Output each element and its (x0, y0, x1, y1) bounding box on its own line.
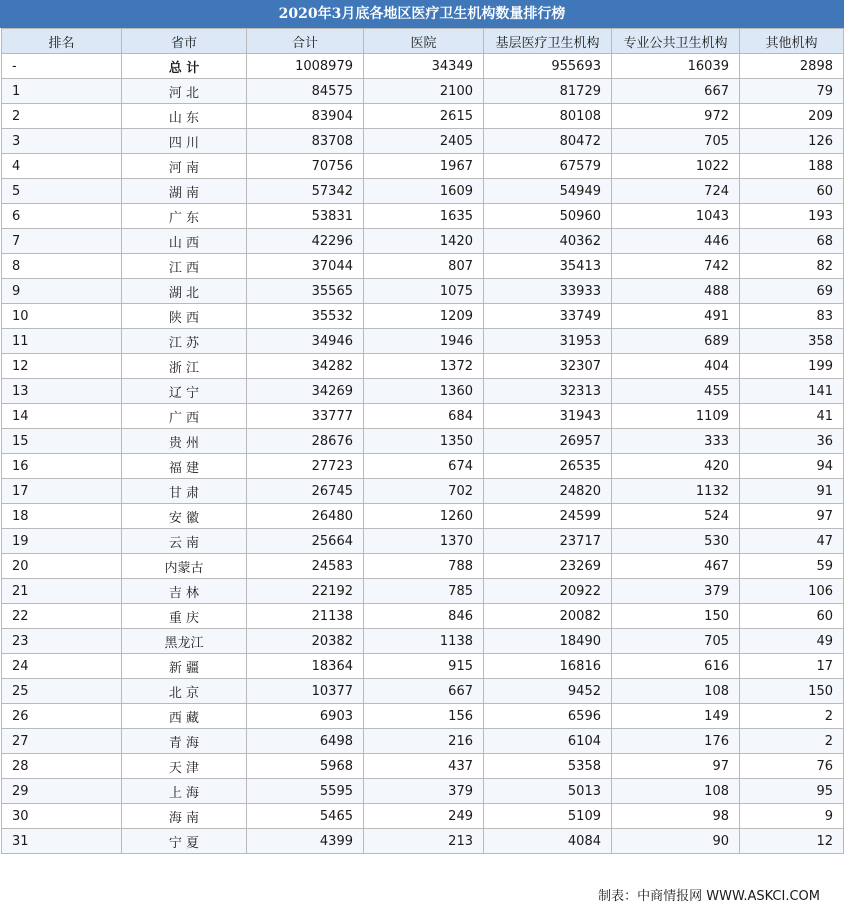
province-cell: 陕 西 (122, 304, 247, 329)
hospital-cell: 846 (364, 604, 484, 629)
province-cell: 新 疆 (122, 654, 247, 679)
total-cell: 28676 (247, 429, 364, 454)
public-health-cell: 705 (612, 129, 740, 154)
rank-cell: 31 (2, 829, 122, 854)
total-cell: 25664 (247, 529, 364, 554)
province-cell: 福 建 (122, 454, 247, 479)
rank-cell: 13 (2, 379, 122, 404)
public-health-cell: 972 (612, 104, 740, 129)
primary-care-cell: 67579 (484, 154, 612, 179)
total-cell: 22192 (247, 579, 364, 604)
rank-cell: 20 (2, 554, 122, 579)
table-row (2, 179, 844, 204)
public-health-cell: 1043 (612, 204, 740, 229)
table-row (2, 379, 844, 404)
province-cell: 海 南 (122, 804, 247, 829)
other-cell: 95 (740, 779, 844, 804)
other-cell: 60 (740, 604, 844, 629)
rank-cell: 23 (2, 629, 122, 654)
other-cell: 68 (740, 229, 844, 254)
col-header-public-health: 专业公共卫生机构 (612, 29, 740, 54)
total-cell: 20382 (247, 629, 364, 654)
table-row (2, 679, 844, 704)
primary-care-cell: 4084 (484, 829, 612, 854)
rank-cell: 22 (2, 604, 122, 629)
table-row (2, 254, 844, 279)
other-cell: 83 (740, 304, 844, 329)
hospital-cell: 2405 (364, 129, 484, 154)
total-cell: 10377 (247, 679, 364, 704)
other-cell: 209 (740, 104, 844, 129)
primary-care-cell: 24599 (484, 504, 612, 529)
rank-cell: 18 (2, 504, 122, 529)
primary-care-cell: 5013 (484, 779, 612, 804)
public-health-cell: 616 (612, 654, 740, 679)
col-header-other: 其他机构 (740, 29, 844, 54)
rank-cell: 15 (2, 429, 122, 454)
public-health-cell: 90 (612, 829, 740, 854)
public-health-cell: 742 (612, 254, 740, 279)
rank-cell: 7 (2, 229, 122, 254)
public-health-cell: 176 (612, 729, 740, 754)
other-cell: 47 (740, 529, 844, 554)
rank-cell: 27 (2, 729, 122, 754)
table-row (2, 754, 844, 779)
primary-care-cell: 26957 (484, 429, 612, 454)
source-text: 制表：中商情报网 WWW.ASKCI.COM (598, 889, 820, 904)
province-cell: 四 川 (122, 129, 247, 154)
hospital-cell: 1350 (364, 429, 484, 454)
province-cell: 河 北 (122, 79, 247, 104)
hospital-cell: 249 (364, 804, 484, 829)
hospital-cell: 1360 (364, 379, 484, 404)
hospital-cell: 216 (364, 729, 484, 754)
rank-cell: 14 (2, 404, 122, 429)
total-cell: 37044 (247, 254, 364, 279)
public-health-cell: 488 (612, 279, 740, 304)
table-row (2, 404, 844, 429)
rank-cell: 9 (2, 279, 122, 304)
total-cell: 27723 (247, 454, 364, 479)
primary-care-cell: 33933 (484, 279, 612, 304)
primary-care-cell: 16816 (484, 654, 612, 679)
primary-care-cell: 955693 (484, 54, 612, 79)
primary-care-cell: 6596 (484, 704, 612, 729)
rank-cell: 19 (2, 529, 122, 554)
rank-cell: 11 (2, 329, 122, 354)
total-cell: 5595 (247, 779, 364, 804)
rank-cell: 17 (2, 479, 122, 504)
province-cell: 江 西 (122, 254, 247, 279)
public-health-cell: 1022 (612, 154, 740, 179)
rank-cell: 28 (2, 754, 122, 779)
province-cell: 宁 夏 (122, 829, 247, 854)
hospital-cell: 2615 (364, 104, 484, 129)
total-cell: 6903 (247, 704, 364, 729)
other-cell: 150 (740, 679, 844, 704)
province-cell: 云 南 (122, 529, 247, 554)
other-cell: 2 (740, 704, 844, 729)
rank-cell: 21 (2, 579, 122, 604)
primary-care-cell: 32313 (484, 379, 612, 404)
hospital-cell: 674 (364, 454, 484, 479)
public-health-cell: 150 (612, 604, 740, 629)
table-row (2, 504, 844, 529)
total-cell: 6498 (247, 729, 364, 754)
province-cell: 青 海 (122, 729, 247, 754)
total-cell: 26480 (247, 504, 364, 529)
table-row (2, 79, 844, 104)
rank-cell: 8 (2, 254, 122, 279)
rank-cell: 10 (2, 304, 122, 329)
other-cell: 2898 (740, 54, 844, 79)
hospital-cell: 1138 (364, 629, 484, 654)
col-header-hospital: 医院 (364, 29, 484, 54)
primary-care-cell: 23717 (484, 529, 612, 554)
table-row (2, 704, 844, 729)
table-row (2, 104, 844, 129)
total-cell: 34269 (247, 379, 364, 404)
rank-cell: 4 (2, 154, 122, 179)
primary-care-cell: 5358 (484, 754, 612, 779)
hospital-cell: 1209 (364, 304, 484, 329)
province-cell: 江 苏 (122, 329, 247, 354)
table-row (2, 204, 844, 229)
public-health-cell: 333 (612, 429, 740, 454)
primary-care-cell: 20082 (484, 604, 612, 629)
table-row (2, 279, 844, 304)
other-cell: 193 (740, 204, 844, 229)
public-health-cell: 379 (612, 579, 740, 604)
province-cell: 安 徽 (122, 504, 247, 529)
total-cell: 53831 (247, 204, 364, 229)
province-cell: 上 海 (122, 779, 247, 804)
public-health-cell: 446 (612, 229, 740, 254)
hospital-cell: 1635 (364, 204, 484, 229)
province-cell: 山 西 (122, 229, 247, 254)
primary-care-cell: 80108 (484, 104, 612, 129)
col-header-province: 省市 (122, 29, 247, 54)
rank-cell: 1 (2, 79, 122, 104)
primary-care-cell: 18490 (484, 629, 612, 654)
other-cell: 36 (740, 429, 844, 454)
rank-cell: 24 (2, 654, 122, 679)
other-cell: 17 (740, 654, 844, 679)
province-cell: 湖 南 (122, 179, 247, 204)
other-cell: 9 (740, 804, 844, 829)
hospital-cell: 684 (364, 404, 484, 429)
total-cell: 18364 (247, 654, 364, 679)
hospital-cell: 1372 (364, 354, 484, 379)
public-health-cell: 108 (612, 679, 740, 704)
rank-cell: 6 (2, 204, 122, 229)
other-cell: 79 (740, 79, 844, 104)
total-cell: 5465 (247, 804, 364, 829)
table-row (2, 129, 844, 154)
public-health-cell: 108 (612, 779, 740, 804)
other-cell: 2 (740, 729, 844, 754)
other-cell: 199 (740, 354, 844, 379)
hospital-cell: 1946 (364, 329, 484, 354)
table-row (2, 304, 844, 329)
total-cell: 70756 (247, 154, 364, 179)
hospital-cell: 788 (364, 554, 484, 579)
other-cell: 91 (740, 479, 844, 504)
public-health-cell: 467 (612, 554, 740, 579)
total-cell: 1008979 (247, 54, 364, 79)
other-cell: 82 (740, 254, 844, 279)
hospital-cell: 213 (364, 829, 484, 854)
primary-care-cell: 24820 (484, 479, 612, 504)
public-health-cell: 705 (612, 629, 740, 654)
hospital-cell: 785 (364, 579, 484, 604)
public-health-cell: 524 (612, 504, 740, 529)
public-health-cell: 530 (612, 529, 740, 554)
col-header-total: 合计 (247, 29, 364, 54)
table-row (2, 479, 844, 504)
hospital-cell: 807 (364, 254, 484, 279)
table-row (2, 529, 844, 554)
total-cell: 84575 (247, 79, 364, 104)
table-row (2, 729, 844, 754)
primary-care-cell: 33749 (484, 304, 612, 329)
other-cell: 12 (740, 829, 844, 854)
source-footer (0, 883, 844, 911)
province-cell: 西 藏 (122, 704, 247, 729)
other-cell: 106 (740, 579, 844, 604)
table-row (2, 354, 844, 379)
total-cell: 83904 (247, 104, 364, 129)
hospital-cell: 1370 (364, 529, 484, 554)
other-cell: 141 (740, 379, 844, 404)
public-health-cell: 420 (612, 454, 740, 479)
table-row (2, 454, 844, 479)
hospital-cell: 1420 (364, 229, 484, 254)
hospital-cell: 1260 (364, 504, 484, 529)
province-cell: 总 计 (122, 54, 247, 79)
public-health-cell: 689 (612, 329, 740, 354)
public-health-cell: 97 (612, 754, 740, 779)
hospital-cell: 1609 (364, 179, 484, 204)
primary-care-cell: 54949 (484, 179, 612, 204)
public-health-cell: 149 (612, 704, 740, 729)
other-cell: 126 (740, 129, 844, 154)
total-cell: 57342 (247, 179, 364, 204)
total-cell: 24583 (247, 554, 364, 579)
province-cell: 浙 江 (122, 354, 247, 379)
rank-cell: - (2, 54, 122, 79)
table-row (2, 429, 844, 454)
primary-care-cell: 81729 (484, 79, 612, 104)
table-row (2, 554, 844, 579)
rank-cell: 3 (2, 129, 122, 154)
table-row (2, 604, 844, 629)
other-cell: 358 (740, 329, 844, 354)
province-cell: 贵 州 (122, 429, 247, 454)
rank-cell: 26 (2, 704, 122, 729)
primary-care-cell: 31953 (484, 329, 612, 354)
province-cell: 山 东 (122, 104, 247, 129)
other-cell: 188 (740, 154, 844, 179)
province-cell: 广 西 (122, 404, 247, 429)
total-cell: 4399 (247, 829, 364, 854)
table-row (2, 829, 844, 854)
province-cell: 天 津 (122, 754, 247, 779)
hospital-cell: 1967 (364, 154, 484, 179)
total-cell: 21138 (247, 604, 364, 629)
primary-care-cell: 23269 (484, 554, 612, 579)
other-cell: 60 (740, 179, 844, 204)
primary-care-cell: 50960 (484, 204, 612, 229)
col-header-rank: 排名 (2, 29, 122, 54)
public-health-cell: 404 (612, 354, 740, 379)
table-row (2, 229, 844, 254)
province-cell: 吉 林 (122, 579, 247, 604)
public-health-cell: 98 (612, 804, 740, 829)
province-cell: 河 南 (122, 154, 247, 179)
table-row (2, 579, 844, 604)
total-cell: 42296 (247, 229, 364, 254)
total-cell: 34946 (247, 329, 364, 354)
other-cell: 97 (740, 504, 844, 529)
total-row (2, 54, 844, 79)
total-cell: 83708 (247, 129, 364, 154)
hospital-cell: 667 (364, 679, 484, 704)
other-cell: 76 (740, 754, 844, 779)
province-cell: 黑龙江 (122, 629, 247, 654)
total-cell: 26745 (247, 479, 364, 504)
table-row (2, 629, 844, 654)
rank-cell: 29 (2, 779, 122, 804)
primary-care-cell: 9452 (484, 679, 612, 704)
rank-cell: 30 (2, 804, 122, 829)
primary-care-cell: 26535 (484, 454, 612, 479)
province-cell: 湖 北 (122, 279, 247, 304)
hospital-cell: 2100 (364, 79, 484, 104)
hospital-cell: 156 (364, 704, 484, 729)
table-title: 2020年3月底各地区医疗卫生机构数量排行榜 (0, 0, 844, 28)
rank-cell: 2 (2, 104, 122, 129)
total-cell: 35532 (247, 304, 364, 329)
primary-care-cell: 6104 (484, 729, 612, 754)
table-row (2, 804, 844, 829)
hospital-cell: 702 (364, 479, 484, 504)
header-row (2, 29, 844, 54)
province-cell: 重 庆 (122, 604, 247, 629)
table-row (2, 329, 844, 354)
province-cell: 辽 宁 (122, 379, 247, 404)
table-row (2, 154, 844, 179)
other-cell: 59 (740, 554, 844, 579)
public-health-cell: 1132 (612, 479, 740, 504)
rank-cell: 25 (2, 679, 122, 704)
other-cell: 49 (740, 629, 844, 654)
hospital-cell: 1075 (364, 279, 484, 304)
primary-care-cell: 31943 (484, 404, 612, 429)
primary-care-cell: 35413 (484, 254, 612, 279)
primary-care-cell: 5109 (484, 804, 612, 829)
public-health-cell: 16039 (612, 54, 740, 79)
total-cell: 35565 (247, 279, 364, 304)
province-cell: 甘 肃 (122, 479, 247, 504)
public-health-cell: 491 (612, 304, 740, 329)
hospital-cell: 34349 (364, 54, 484, 79)
rank-cell: 12 (2, 354, 122, 379)
table-row (2, 654, 844, 679)
col-header-primary-care: 基层医疗卫生机构 (484, 29, 612, 54)
total-cell: 5968 (247, 754, 364, 779)
other-cell: 94 (740, 454, 844, 479)
ranking-table (1, 28, 844, 854)
other-cell: 69 (740, 279, 844, 304)
public-health-cell: 667 (612, 79, 740, 104)
public-health-cell: 455 (612, 379, 740, 404)
table-row (2, 779, 844, 804)
public-health-cell: 1109 (612, 404, 740, 429)
primary-care-cell: 40362 (484, 229, 612, 254)
primary-care-cell: 80472 (484, 129, 612, 154)
province-cell: 北 京 (122, 679, 247, 704)
rank-cell: 5 (2, 179, 122, 204)
public-health-cell: 724 (612, 179, 740, 204)
province-cell: 内蒙古 (122, 554, 247, 579)
hospital-cell: 915 (364, 654, 484, 679)
province-cell: 广 东 (122, 204, 247, 229)
other-cell: 41 (740, 404, 844, 429)
hospital-cell: 437 (364, 754, 484, 779)
rank-cell: 16 (2, 454, 122, 479)
total-cell: 34282 (247, 354, 364, 379)
total-cell: 33777 (247, 404, 364, 429)
primary-care-cell: 20922 (484, 579, 612, 604)
hospital-cell: 379 (364, 779, 484, 804)
primary-care-cell: 32307 (484, 354, 612, 379)
